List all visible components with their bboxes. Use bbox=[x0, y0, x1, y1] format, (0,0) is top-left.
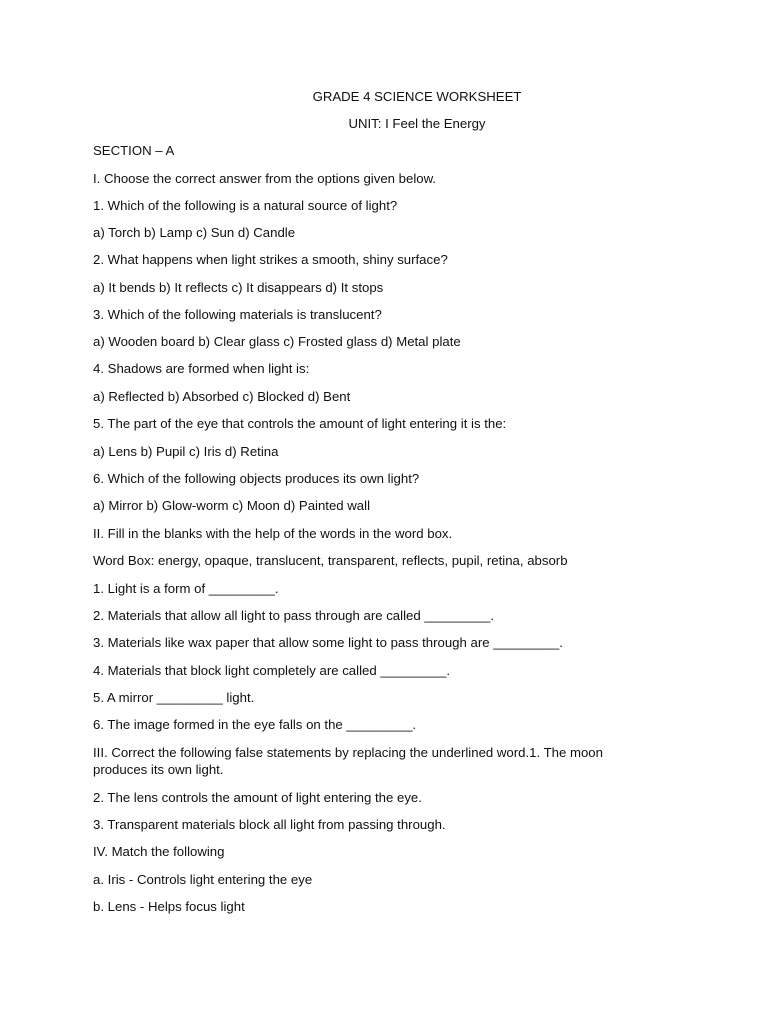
fill-blank-6: 6. The image formed in the eye falls on the _________. bbox=[93, 717, 417, 732]
question-6-options: a) Mirror b) Glow-worm c) Moon d) Painted wall bbox=[93, 498, 371, 513]
question-6: 6. Which of the following objects produces its own light? bbox=[93, 471, 420, 486]
question-5-options: a) Lens b) Pupil c) Iris d) Retina bbox=[93, 444, 279, 459]
fill-blank-5: 5. A mirror _________ light. bbox=[93, 690, 255, 705]
match-item-a: a. Iris - Controls light entering the eye bbox=[93, 872, 313, 887]
question-3-options: a) Wooden board b) Clear glass c) Frosted glass d) Metal plate bbox=[93, 334, 461, 349]
question-2: 2. What happens when light strikes a smooth, shiny surface? bbox=[93, 252, 448, 267]
word-box: Word Box: energy, opaque, translucent, transparent, reflects, pupil, retina, absorb bbox=[93, 553, 568, 568]
question-4-options: a) Reflected b) Absorbed c) Blocked d) Bent bbox=[93, 389, 351, 404]
worksheet-title: GRADE 4 SCIENCE WORKSHEET bbox=[312, 89, 522, 104]
question-4: 4. Shadows are formed when light is: bbox=[93, 361, 310, 376]
fill-blank-4: 4. Materials that block light completely are called _________. bbox=[93, 663, 451, 678]
question-3: 3. Which of the following materials is translucent? bbox=[93, 307, 382, 322]
question-2-options: a) It bends b) It reflects c) It disappears d) It stops bbox=[93, 280, 384, 295]
match-item-b: b. Lens - Helps focus light bbox=[93, 899, 245, 914]
section-label: SECTION – A bbox=[93, 143, 175, 158]
part4-instruction: IV. Match the following bbox=[93, 844, 225, 859]
fill-blank-1: 1. Light is a form of _________. bbox=[93, 581, 279, 596]
unit-title: UNIT: I Feel the Energy bbox=[348, 116, 486, 131]
false-statement-3: 3. Transparent materials block all light from passing through. bbox=[93, 817, 446, 832]
part1-instruction: I. Choose the correct answer from the options given below. bbox=[93, 171, 437, 186]
fill-blank-3: 3. Materials like wax paper that allow some light to pass through are _________. bbox=[93, 635, 563, 650]
part3-instruction: III. Correct the following false statements by replacing the underlined word.1. The moon produces its own light. bbox=[93, 745, 603, 777]
question-1: 1. Which of the following is a natural source of light? bbox=[93, 198, 398, 213]
part2-instruction: II. Fill in the blanks with the help of the words in the word box. bbox=[93, 526, 453, 541]
question-5: 5. The part of the eye that controls the amount of light entering it is the: bbox=[93, 416, 507, 431]
false-statement-2: 2. The lens controls the amount of light entering the eye. bbox=[93, 790, 422, 805]
fill-blank-2: 2. Materials that allow all light to pass through are called _________. bbox=[93, 608, 495, 623]
question-1-options: a) Torch b) Lamp c) Sun d) Candle bbox=[93, 225, 296, 240]
